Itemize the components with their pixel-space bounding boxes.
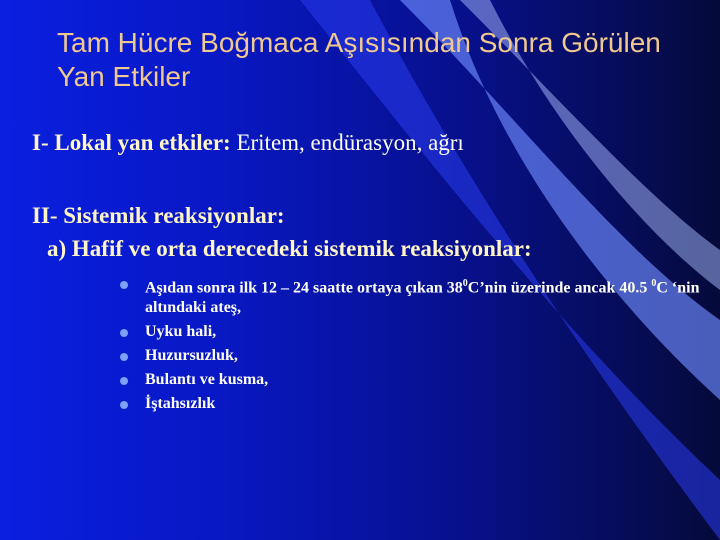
list-item: [120, 346, 710, 366]
bullet-text: Huzursuzluk,: [145, 347, 238, 365]
bullet-icon: [120, 377, 128, 385]
local-reactions-heading: I- Lokal yan etkiler:: [32, 130, 231, 155]
list-item: [120, 274, 710, 318]
local-reactions-line: [32, 130, 712, 156]
superscript: 0: [462, 278, 468, 289]
bullet-text: Uyku hali,: [145, 323, 217, 341]
systemic-reactions-subheading: a) Hafif ve orta derecedeki sistemik reaksiyonlar:: [47, 236, 532, 261]
list-item: [120, 394, 710, 414]
bullet-text: C’nin üzerinde ancak 40.5: [467, 279, 652, 297]
bullet-list: [120, 274, 710, 418]
list-item: [120, 322, 710, 342]
bullet-icon: [120, 329, 128, 337]
bullet-icon: [120, 401, 128, 409]
bullet-icon: [120, 353, 128, 361]
slide-title: Tam Hücre Boğmaca Aşısısından Sonra Görülen Yan Etkiler: [57, 27, 661, 92]
bullet-text: Aşıdan sonra ilk 12 – 24 saatte ortaya çıkan 38: [145, 279, 463, 297]
bullet-icon: [120, 281, 128, 289]
superscript: 0: [651, 278, 657, 289]
bullet-text: İştahsızlık: [145, 395, 216, 413]
systemic-reactions-heading: II- Sistemik reaksiyonlar:: [32, 203, 285, 228]
list-item: [120, 370, 710, 390]
bullet-text: Bulantı ve kusma,: [145, 371, 269, 389]
bullet-text: C ‘nin altındaki ateş,: [145, 279, 700, 317]
local-reactions-text: Eritem, endürasyon, ağrı: [230, 130, 464, 155]
